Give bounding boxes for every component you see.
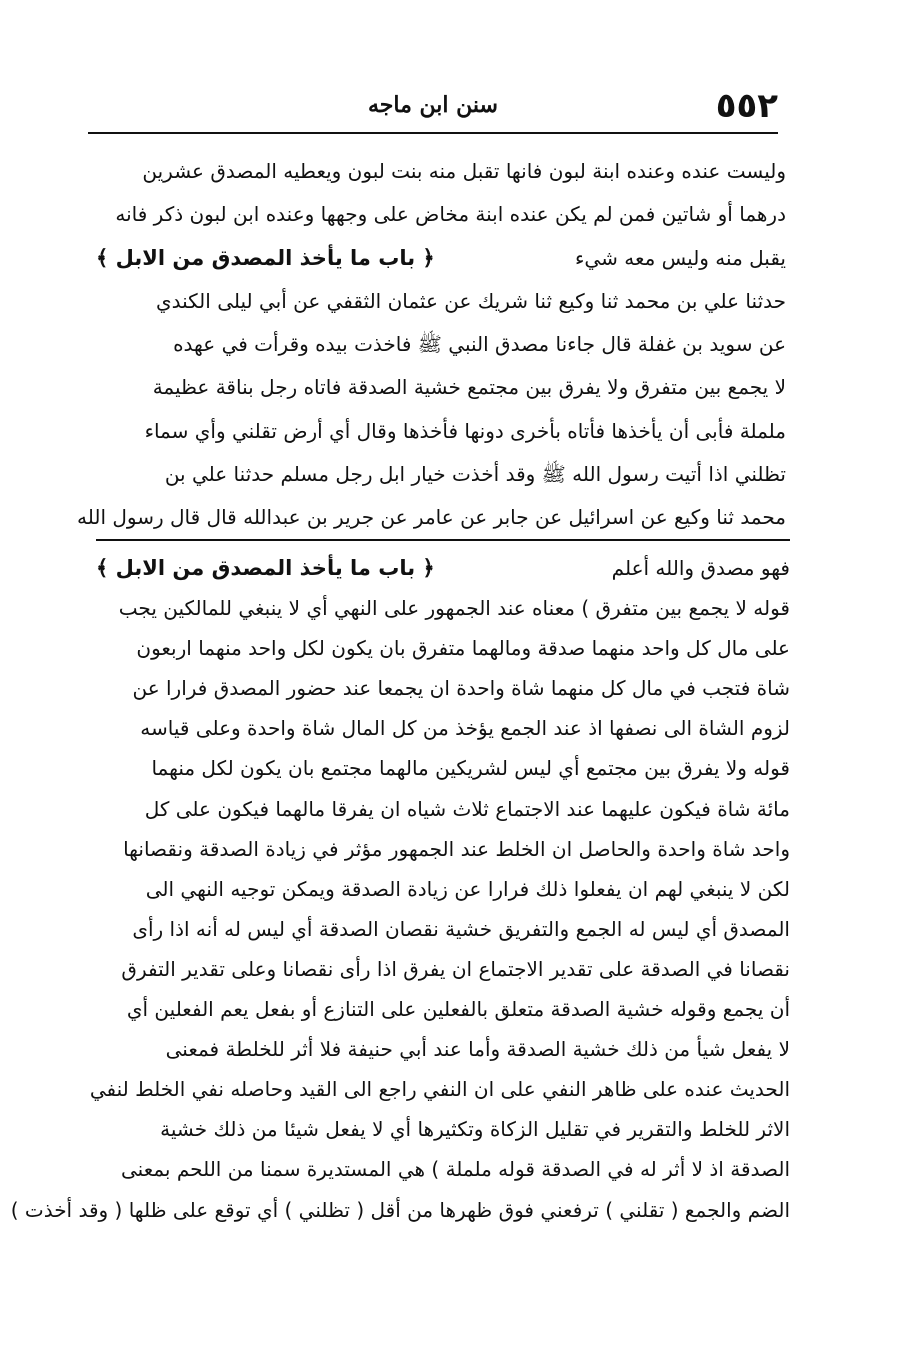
text-line: أن يجمع وقوله خشية الصدقة متعلق بالفعلين على التنازع أو بفعل يعم الفعلين أي <box>126 997 790 1022</box>
text-line: عن سويد بن غفلة قال جاءنا مصدق النبي ﷺ فاخذت بيده وقرأت في عهده <box>173 332 786 357</box>
text-line <box>96 237 786 280</box>
text-line: الصدقة اذ لا أثر له في الصدقة قوله ململة ) هي المستديرة سمنا من اللحم بمعنى <box>121 1157 790 1182</box>
text-line: درهما أو شاتين فمن لم يكن عنده ابنة مخاض على وجهها وعنده ابن لبون ذكر فانه <box>115 202 786 227</box>
text-line: قوله ولا يفرق بين مجتمع أي ليس لشريكين مالهما مجتمع بان يكون لكل منهما <box>151 756 790 781</box>
text-line: واحد شاة واحدة والحاصل ان الخلط عند الجمهور مؤثر في زيادة الصدقة ونقصانها <box>123 836 790 861</box>
text-line: وليست عنده وعنده ابنة لبون فانها تقبل منه بنت لبون ويعطيه المصدق عشرين <box>142 159 786 183</box>
text-line: شاة فتجب في مال كل منهما شاة واحدة ان يجمعا عند حضور المصدق فرارا عن <box>132 676 790 701</box>
text-line: المصدق أي ليس له الجمع والتفريق خشية نقصان الصدقة أي ليس له أنه اذا رأى <box>132 916 790 941</box>
chapter-heading: ﴿ باب ما يأخذ المصدق من الابل ﴾ <box>96 245 435 270</box>
text-line: الضم والجمع ( تقلني ) ترفعني فوق ظهرها من أقل ( تظلني ) أي توقع على ظلها ( وقد أخذت ) <box>10 1197 790 1222</box>
text-fragment: يقبل منه وليس معه شيء <box>575 245 786 270</box>
text-line: لا يفعل شيأ من ذلك خشية الصدقة وأما عند أبي حنيفة فلا أثر للخلطة فمعنى <box>165 1037 790 1062</box>
running-title: سنن ابن ماجه <box>367 92 498 118</box>
text-line: محمد ثنا وكيع عن اسرائيل عن جابر عن عامر عن جرير بن عبدالله قال قال رسول الله <box>77 505 786 530</box>
header-rule <box>88 132 778 134</box>
text-line: نقصانا في الصدقة على تقدير الاجتماع ان يفرق اذا رأى نقصانا وعلى تقدير التفرق <box>121 956 790 981</box>
text-line: الحديث عنده على ظاهر النفي على ان النفي راجع الى القيد وحاصله نفي الخلط لنفي <box>89 1077 790 1102</box>
text-line: على مال كل واحد منهما صدقة ومالهما متفرق بان يكون لكل واحد منهما اربعون <box>136 636 790 661</box>
text-line: لكن لا ينبغي لهم ان يفعلوا ذلك فرارا عن زيادة الصدقة ويمكن توجيه النهي الى <box>145 876 790 901</box>
text-fragment: فهو مصدق والله أعلم <box>611 556 790 580</box>
chapter-heading: ﴿ باب ما يأخذ المصدق من الابل ﴾ <box>96 556 435 580</box>
text-line <box>96 548 790 588</box>
text-line: ململة فأبى أن يأخذها فأتاه بأخرى دونها فأخذها وقال أي أرض تقلني وأي سماء <box>144 418 786 443</box>
text-line: الاثر للخلط والتقرير في تقليل الزكاة وتكثيرها أي لا يفعل شيئا من ذلك خشية <box>160 1117 790 1142</box>
text-line: تظلني اذا أتيت رسول الله ﷺ وقد أخذت خيار ابل رجل مسلم حدثنا علي بن <box>164 462 786 487</box>
text-line: قوله لا يجمع بين متفرق ) معناه عند الجمهور على النهي أي لا ينبغي للمالكين يجب <box>118 596 790 621</box>
commentary-text <box>10 548 790 1230</box>
text-line: لا يجمع بين متفرق ولا يفرق بين مجتمع خشية الصدقة فاتاه رجل بناقة عظيمة <box>152 375 786 400</box>
text-line: حدثنا علي بن محمد ثنا وكيع ثنا شريك عن عثمان الثقفي عن أبي ليلى الكندي <box>155 288 786 313</box>
page-header <box>88 86 778 130</box>
page-number: ٥٥٢ <box>715 86 778 126</box>
section-divider <box>96 539 790 541</box>
text-line: لزوم الشاة الى نصفها اذ عند الجمع يؤخذ من كل المال شاة واحدة وعلى قياسه <box>140 716 790 741</box>
hadith-text <box>77 150 786 540</box>
text-line: مائة شاة فيكون عليهما عند الاجتماع ثلاث شياه ان يفرقا مالهما فيكون على كل <box>144 796 790 821</box>
